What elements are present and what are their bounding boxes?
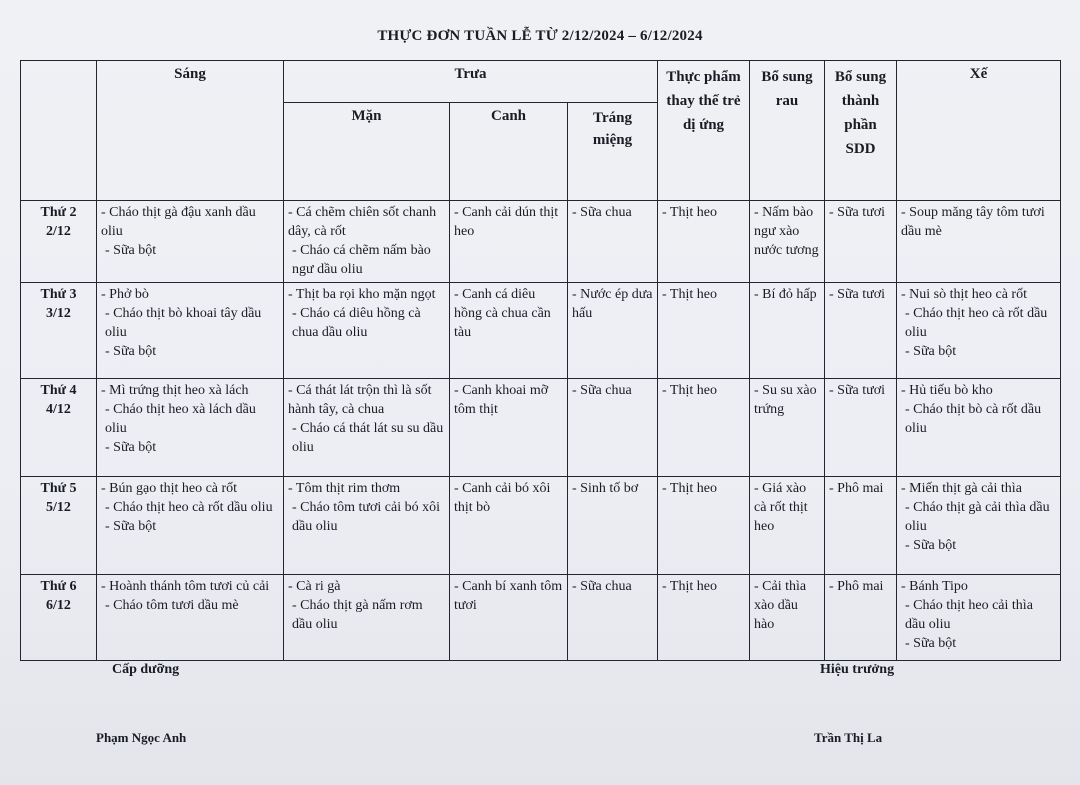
menu-item-text: - Sữa bột	[105, 440, 157, 455]
menu-item-text: - Phô mai	[829, 579, 884, 594]
header-xe: Xế	[897, 61, 1061, 201]
day-cell	[21, 477, 97, 575]
day-name: Thứ 2	[40, 205, 77, 220]
menu-item-text: - Sữa chua	[572, 383, 632, 398]
menu-item-text: - Sữa bột	[105, 243, 157, 258]
menu-item-text: - Sữa chua	[572, 579, 632, 594]
day-cell	[21, 575, 97, 661]
menu-item-text: - Sữa bột	[905, 344, 957, 359]
cell-trang-mieng	[568, 201, 658, 283]
menu-item-text: - Cháo tôm tươi cải bó xôi dầu oliu	[292, 500, 440, 534]
menu-item-text: - Phô mai	[829, 481, 884, 496]
cell-xe	[897, 201, 1061, 283]
menu-item-text: - Cháo thịt bò cà rốt dầu oliu	[905, 402, 1042, 436]
cell-thuc-pham	[658, 575, 750, 661]
menu-item-text: - Cháo tôm tươi dầu mè	[105, 598, 239, 613]
menu-item-text: - Thịt heo	[662, 579, 717, 594]
menu-item-text: - Cháo cá chẽm nấm bào ngư dầu oliu	[292, 243, 431, 277]
menu-item-text: - Bí đỏ hấp	[754, 287, 817, 302]
menu-item-text: - Nấm bào ngư xào nước tương	[754, 205, 819, 258]
menu-item-text: - Mì trứng thịt heo xà lách	[101, 383, 249, 398]
right-signature-name: Trần Thị La	[814, 730, 883, 745]
menu-item-text: - Cháo thịt gà đậu xanh dầu oliu	[101, 205, 256, 239]
day-date: 2/12	[46, 224, 71, 239]
day-date: 3/12	[46, 306, 71, 321]
cell-man	[284, 575, 450, 661]
header-trang-mieng: Tráng miệng	[568, 103, 658, 201]
menu-item-text: - Sữa tươi	[829, 287, 886, 302]
cell-xe	[897, 379, 1061, 477]
menu-item-text: - Cháo thịt gà nấm rơm dầu oliu	[292, 598, 423, 632]
day-name: Thứ 3	[40, 287, 77, 302]
menu-item-text: - Cải thìa xào dầu hào	[754, 579, 807, 632]
cell-rau	[750, 379, 825, 477]
cell-xe	[897, 477, 1061, 575]
day-cell	[21, 201, 97, 283]
menu-item-text: - Bánh Tipo	[901, 579, 968, 594]
menu-row	[21, 283, 1061, 379]
day-date: 4/12	[46, 402, 71, 417]
menu-item-text: - Cháo thịt heo cà rốt dầu oliu	[905, 306, 1048, 340]
menu-item-text: - Hoành thánh tôm tươi củ cải	[101, 579, 270, 594]
menu-item-text: - Giá xào cà rốt thịt heo	[754, 481, 808, 534]
cell-rau	[750, 201, 825, 283]
menu-item-text: - Cá thát lát trộn thì là sốt hành tây, cà chua	[288, 383, 432, 417]
cell-rau	[750, 477, 825, 575]
menu-item-text: - Canh khoai mỡ tôm thịt	[454, 383, 549, 417]
menu-item-text: - Sinh tố bơ	[572, 481, 639, 496]
cell-thuc-pham	[658, 201, 750, 283]
cell-sang	[97, 379, 284, 477]
cell-thuc-pham	[658, 283, 750, 379]
cell-sdd	[825, 477, 897, 575]
header-trua: Trưa	[284, 61, 658, 103]
cell-xe	[897, 575, 1061, 661]
header-thuc-pham: Thực phẩm thay thế trẻ dị ứng	[658, 61, 750, 201]
menu-row	[21, 477, 1061, 575]
cell-sdd	[825, 379, 897, 477]
menu-item-text: - Phở bò	[101, 287, 149, 302]
cell-canh	[450, 477, 568, 575]
menu-item-text: - Tôm thịt rim thơm	[288, 481, 401, 496]
menu-item-text: - Thịt heo	[662, 205, 717, 220]
page-title: THỰC ĐƠN TUẦN LỄ TỪ 2/12/2024 – 6/12/2024	[377, 28, 703, 44]
menu-row	[21, 379, 1061, 477]
menu-item-text: - Sữa chua	[572, 205, 632, 220]
day-name: Thứ 6	[40, 579, 77, 594]
cell-sang	[97, 477, 284, 575]
cell-sang	[97, 575, 284, 661]
header-man: Mặn	[284, 103, 450, 201]
cell-thuc-pham	[658, 477, 750, 575]
weekly-menu-table	[20, 60, 1061, 661]
left-signature-role: Cấp dưỡng	[112, 662, 180, 677]
header-bo-sung-sdd: Bổ sung thành phần SDD	[825, 61, 897, 201]
cell-xe	[897, 283, 1061, 379]
header-bo-sung-rau: Bổ sung rau	[750, 61, 825, 201]
menu-item-text: - Sữa bột	[905, 538, 957, 553]
header-sang: Sáng	[97, 61, 284, 201]
day-cell	[21, 283, 97, 379]
cell-canh	[450, 575, 568, 661]
cell-canh	[450, 379, 568, 477]
cell-sdd	[825, 201, 897, 283]
menu-item-text: - Cháo thịt heo cà rốt dầu oliu	[105, 500, 273, 515]
left-signature-name: Phạm Ngọc Anh	[96, 730, 187, 745]
cell-trang-mieng	[568, 575, 658, 661]
cell-sdd	[825, 575, 897, 661]
day-date: 6/12	[46, 598, 71, 613]
day-name: Thứ 5	[40, 481, 77, 496]
cell-sang	[97, 201, 284, 283]
cell-man	[284, 379, 450, 477]
cell-canh	[450, 201, 568, 283]
menu-item-text: - Miến thịt gà cải thìa	[901, 481, 1022, 496]
cell-trang-mieng	[568, 379, 658, 477]
menu-item-text: - Sữa tươi	[829, 205, 886, 220]
cell-canh	[450, 283, 568, 379]
cell-trang-mieng	[568, 283, 658, 379]
cell-sang	[97, 283, 284, 379]
cell-rau	[750, 575, 825, 661]
menu-item-text: - Su su xào trứng	[754, 383, 817, 417]
menu-body	[21, 201, 1061, 661]
menu-item-text: - Nước ép dưa hấu	[572, 287, 653, 321]
menu-item-text: - Canh cải dún thịt heo	[454, 205, 559, 239]
menu-row	[21, 575, 1061, 661]
menu-item-text: - Canh bí xanh tôm tươi	[454, 579, 563, 613]
menu-item-text: - Cháo thịt gà cải thìa dầu oliu	[905, 500, 1050, 534]
menu-item-text: - Cà ri gà	[288, 579, 341, 594]
header-canh: Canh	[450, 103, 568, 201]
menu-item-text: - Canh cá diêu hồng cà chua cần tàu	[454, 287, 551, 340]
menu-item-text: - Thịt heo	[662, 481, 717, 496]
menu-item-text: - Hủ tiếu bò kho	[901, 383, 993, 398]
cell-trang-mieng	[568, 477, 658, 575]
day-name: Thứ 4	[40, 383, 77, 398]
cell-man	[284, 477, 450, 575]
menu-item-text: - Sữa tươi	[829, 383, 886, 398]
day-cell	[21, 379, 97, 477]
menu-item-text: - Thịt ba rọi kho mặn ngọt	[288, 287, 436, 302]
menu-item-text: - Thịt heo	[662, 287, 717, 302]
right-signature-role: Hiệu trưởng	[820, 662, 895, 677]
menu-item-text: - Nui sò thịt heo cà rốt	[901, 287, 1027, 302]
menu-item-text: - Cháo thịt heo xà lách dầu oliu	[105, 402, 256, 436]
menu-item-text: - Cá chẽm chiên sốt chanh dây, cà rốt	[288, 205, 437, 239]
menu-item-text: - Sữa bột	[905, 636, 957, 651]
menu-item-text: - Cháo cá thát lát su su dầu oliu	[292, 421, 444, 455]
menu-item-text: - Cháo cá diêu hồng cà chua dầu oliu	[292, 306, 421, 340]
menu-item-text: - Sữa bột	[105, 519, 157, 534]
cell-man	[284, 283, 450, 379]
header-day	[21, 61, 97, 201]
menu-item-text: - Sữa bột	[105, 344, 157, 359]
day-date: 5/12	[46, 500, 71, 515]
menu-item-text: - Canh cải bó xôi thịt bò	[454, 481, 551, 515]
menu-item-text: - Bún gạo thịt heo cà rốt	[101, 481, 238, 496]
menu-item-text: - Cháo thịt bò khoai tây dầu oliu	[105, 306, 262, 340]
cell-thuc-pham	[658, 379, 750, 477]
menu-item-text: - Cháo thịt heo cải thìa dầu oliu	[905, 598, 1033, 632]
menu-item-text: - Thịt heo	[662, 383, 717, 398]
menu-row	[21, 201, 1061, 283]
cell-rau	[750, 283, 825, 379]
cell-man	[284, 201, 450, 283]
menu-item-text: - Soup măng tây tôm tươi dầu mè	[901, 205, 1045, 239]
cell-sdd	[825, 283, 897, 379]
